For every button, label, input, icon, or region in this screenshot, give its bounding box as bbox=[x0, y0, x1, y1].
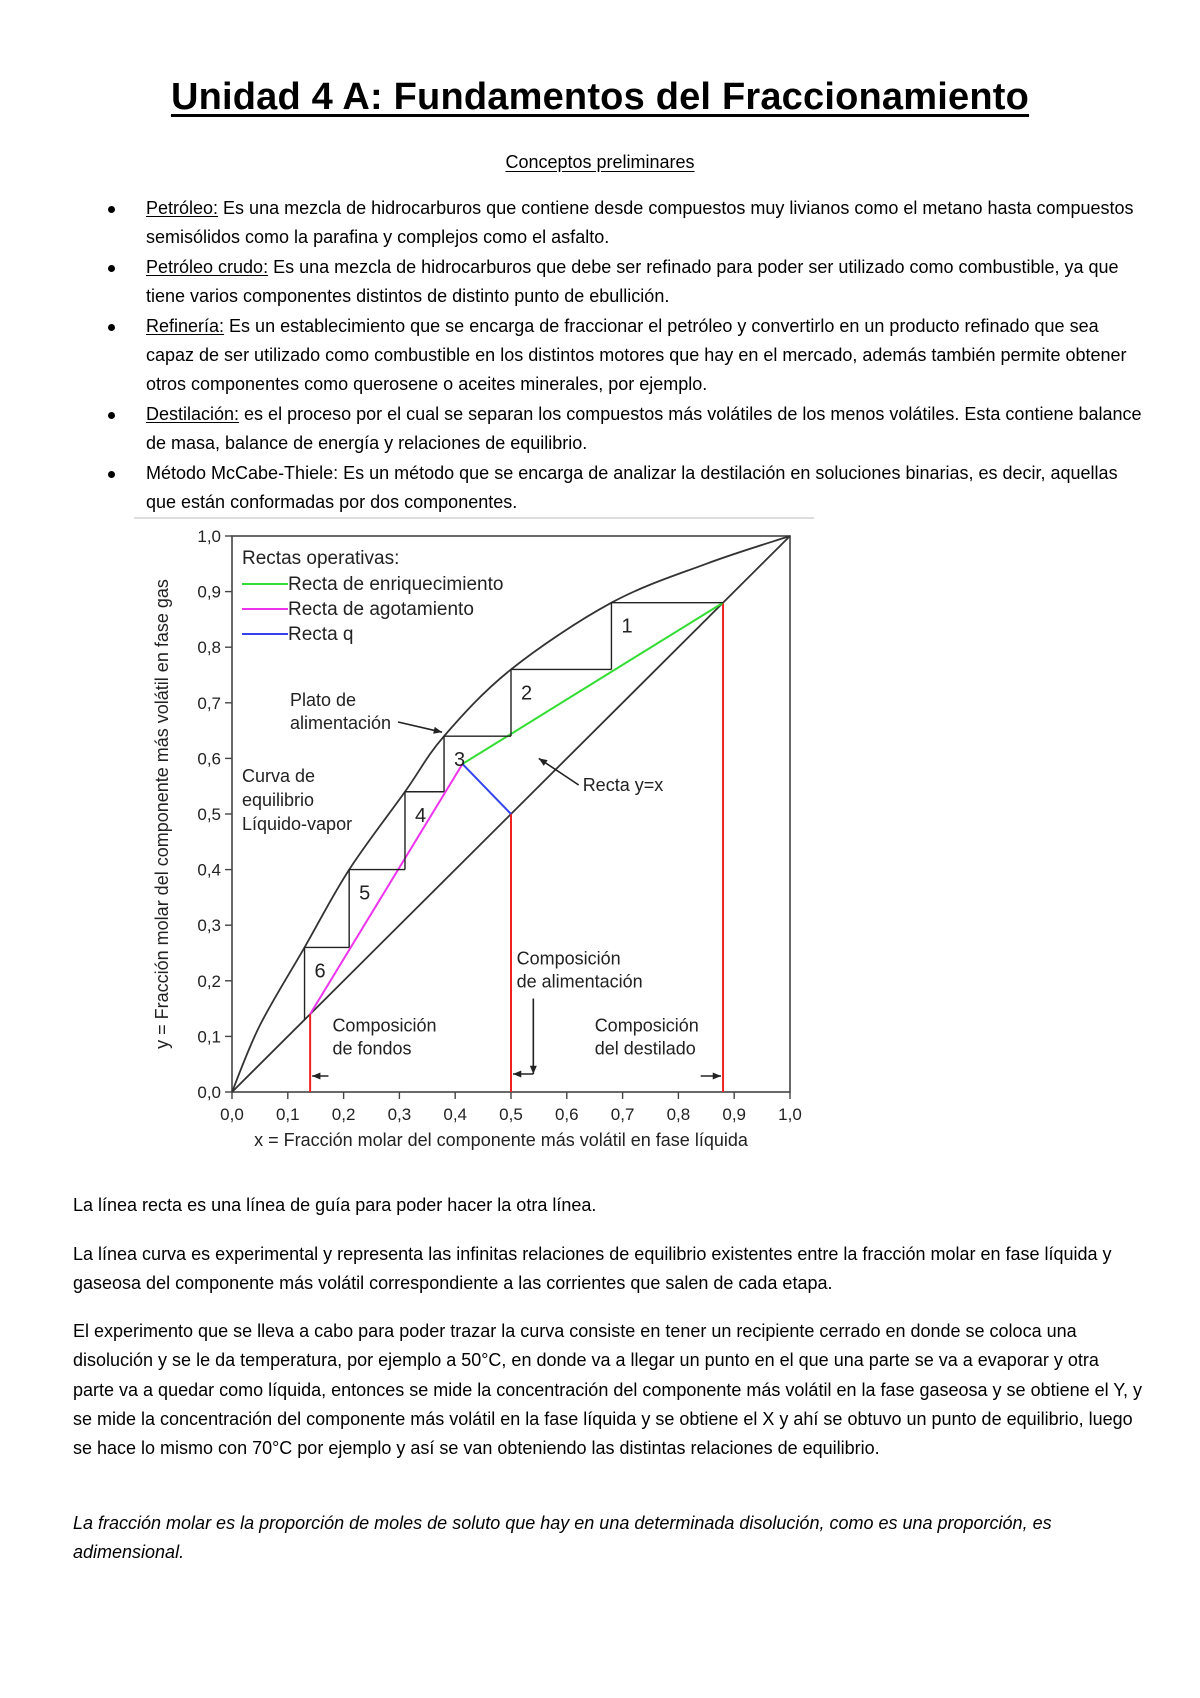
y-tick-label: 0,7 bbox=[197, 693, 221, 713]
feed-plate-label: Plato de bbox=[290, 690, 357, 710]
x-tick-label: 0,2 bbox=[331, 1105, 356, 1124]
diagonal-arrow-head bbox=[539, 758, 548, 766]
paragraph: El experimento que se lleva a cabo para poder trazar la curva consiste en tener un recipiente cerrado en donde se coloca una disolución y se le da temperatura, por ejemplo a 50°C, en donde va a llegar un punto en el que una parte se va a evaporar y otra parte va a quedar como líquida, entonces se mide la concentración del componente más volátil en la fase gaseosa y se obtiene el Y, y se mide la concentración del componente más volátil en la fase líquida y se obtiene el X y ahí se obtuvo un punto de equilibrio, luego se hace lo mismo con 70°C por ejemplo y así se van obteniendo las distintas relaciones de equilibrio. bbox=[73, 1321, 1142, 1459]
definition: Es una mezcla de hidrocarburos que debe ser refinado para poder ser utilizado como combustible, ya que tiene varios componentes distintos de distinto punto de ebullición. bbox=[146, 256, 1119, 307]
stage-label: 6 bbox=[314, 960, 326, 983]
y-tick-label: 0,5 bbox=[197, 805, 221, 824]
x-tick-label: 0,4 bbox=[443, 1105, 468, 1124]
section-subtitle: Conceptos preliminares bbox=[505, 152, 695, 172]
diagonal-label: Recta y=x bbox=[582, 775, 664, 795]
composition-label: de alimentación bbox=[516, 971, 643, 992]
stage-label: 5 bbox=[359, 882, 371, 905]
equilibrium-curve-label: Líquido-vapor bbox=[242, 814, 353, 834]
definition: Método McCabe-Thiele: Es un método que se encarga de analizar la destilación en soluciones binarias, es decir, aquellas que están conformadas por dos componentes. bbox=[146, 462, 1118, 513]
legend-label: Recta q bbox=[288, 624, 354, 645]
term: Refinería: bbox=[146, 315, 225, 336]
legend-label: Recta de agotamiento bbox=[288, 599, 474, 620]
series-line bbox=[310, 764, 462, 1014]
list-item bbox=[106, 194, 1146, 253]
bullet-icon bbox=[108, 471, 115, 478]
x-axis-label: x = Fracción molar del componente más volátil en fase líquida bbox=[254, 1130, 748, 1150]
x-tick-label: 0,9 bbox=[722, 1105, 747, 1124]
stage-label: 1 bbox=[621, 615, 633, 638]
y-tick-label: 0,4 bbox=[197, 860, 221, 880]
paragraph: La línea curva es experimental y representa las infinitas relaciones de equilibrio existentes entre la fracción molar en fase líquida y gaseosa del componente más volátil correspondiente a las corrientes que salen de cada etapa. bbox=[73, 1244, 1112, 1294]
term: Petróleo crudo: bbox=[146, 256, 269, 277]
feed-plate-arrow-head bbox=[433, 727, 442, 734]
feed-plate-label: alimentación bbox=[290, 713, 392, 733]
stage-label: 2 bbox=[521, 682, 533, 705]
y-axis-label: y = Fracción molar del componente más volátil en fase gas bbox=[152, 579, 172, 1049]
mccabe-thiele-chart bbox=[134, 516, 814, 1174]
list-item bbox=[106, 312, 1146, 400]
y-tick-label: 1,0 bbox=[197, 527, 221, 546]
list-item bbox=[106, 459, 1146, 518]
list-item bbox=[106, 400, 1146, 459]
composition-arrow-head bbox=[312, 1072, 320, 1079]
definition: Es una mezcla de hidrocarburos que contiene desde compuestos muy livianos como el metano hasta compuestos semisólidos como la parafina y complejos como el asfalto. bbox=[146, 198, 1134, 248]
bullet-icon bbox=[108, 412, 115, 419]
composition-label: Composición bbox=[332, 1015, 437, 1036]
composition-label: de fondos bbox=[332, 1038, 412, 1059]
stage-label: 3 bbox=[454, 749, 466, 772]
y-tick-label: 0,3 bbox=[197, 916, 221, 936]
x-tick-label: 0,8 bbox=[666, 1105, 691, 1124]
composition-arrow-stem-head bbox=[530, 1066, 537, 1074]
bullet-icon bbox=[108, 206, 115, 213]
definition: es el proceso por el cual se separan los compuestos más volátiles de los menos volátiles. Esta contiene balance de masa, balance de energía y relaciones de equilibrio. bbox=[146, 403, 1142, 454]
x-tick-label: 0,5 bbox=[499, 1105, 523, 1124]
y-tick-label: 0,2 bbox=[197, 971, 221, 991]
definition-note: La fracción molar es la proporción de moles de soluto que hay en una determinada disolución, como es una proporción, es adimensional. bbox=[73, 1513, 1052, 1563]
list-item bbox=[106, 253, 1146, 312]
paragraph: La línea recta es una línea de guía para poder hacer la otra línea. bbox=[73, 1195, 597, 1215]
y-tick-label: 0,1 bbox=[197, 1027, 221, 1047]
page-title: Unidad 4 A: Fundamentos del Fraccionamiento bbox=[170, 76, 1030, 118]
term: Destilación: bbox=[146, 403, 240, 424]
y-tick-label: 0,8 bbox=[197, 638, 221, 658]
x-tick-label: 0,0 bbox=[220, 1105, 244, 1124]
composition-label: del destilado bbox=[594, 1038, 696, 1059]
equilibrium-curve-label: Curva de bbox=[242, 766, 316, 786]
composition-label: Composición bbox=[594, 1015, 699, 1036]
bullet-icon bbox=[108, 324, 115, 331]
x-tick-label: 0,3 bbox=[387, 1105, 412, 1124]
legend-title: Rectas operativas: bbox=[242, 548, 400, 569]
x-tick-label: 0,1 bbox=[275, 1105, 300, 1124]
y-tick-label: 0,6 bbox=[197, 749, 221, 769]
concepts-list bbox=[106, 194, 1146, 517]
series-line bbox=[462, 764, 511, 814]
term: Petróleo: bbox=[146, 198, 219, 218]
x-tick-label: 0,7 bbox=[610, 1105, 635, 1124]
composition-arrow-head bbox=[513, 1070, 521, 1077]
stage-label: 4 bbox=[414, 804, 427, 827]
bullet-icon bbox=[108, 265, 115, 272]
equilibrium-curve-label: equilibrio bbox=[242, 790, 315, 810]
composition-label: Composición bbox=[516, 948, 621, 969]
y-tick-label: 0,9 bbox=[197, 582, 221, 602]
composition-arrow-head bbox=[713, 1072, 721, 1079]
series-line bbox=[462, 603, 723, 764]
x-tick-label: 1,0 bbox=[778, 1105, 802, 1124]
y-tick-label: 0,0 bbox=[197, 1083, 221, 1102]
legend-label: Recta de enriquecimiento bbox=[288, 574, 504, 595]
x-tick-label: 0,6 bbox=[554, 1105, 579, 1124]
definition: Es un establecimiento que se encarga de fraccionar el petróleo y convertirlo en un producto refinado que sea capaz de ser utilizado como combustible en los distintos motores que hay en el mercado, además también permite obtener otros componentes como querosene o aceites minerales, por ejemplo. bbox=[146, 315, 1127, 395]
